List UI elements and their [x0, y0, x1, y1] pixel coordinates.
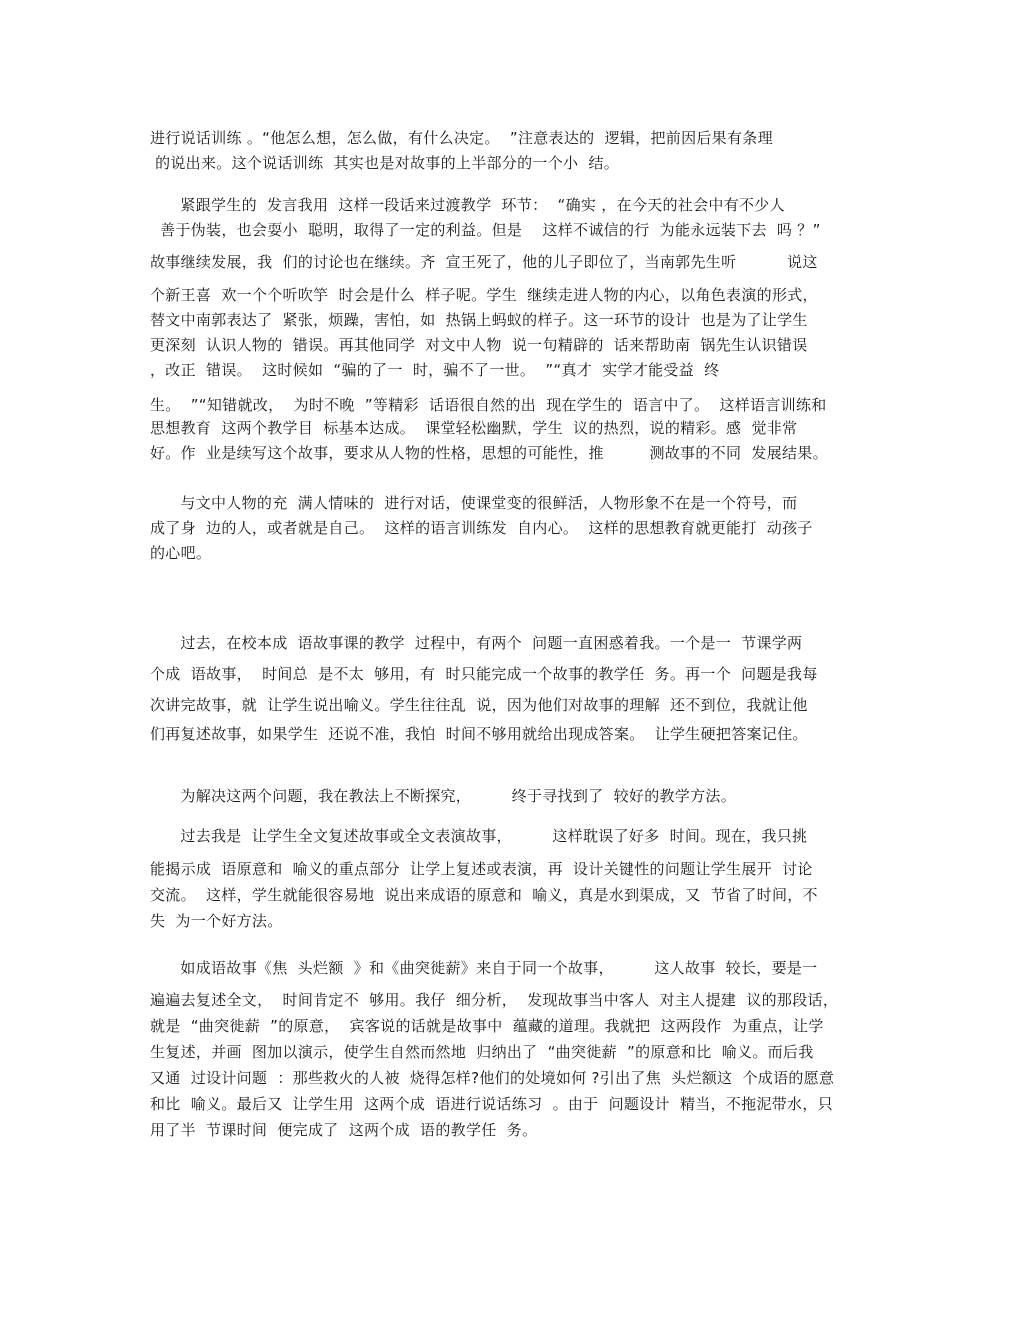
text-line: 个新王喜 欢一个个听吹竽 时会是什么 样子呢。学生 继续走进人物的内心，以角色表演的形式，	[150, 286, 818, 304]
text-line: 故事继续发展，我 们的讨论也在继续。齐 宣王死了，他的儿子即位了，当南郭先生听 说这	[150, 253, 818, 271]
text-line: 与文中人物的充 满人情味的 进行对话，使课堂变的很鲜活，人物形象不在是一个符号，而	[150, 494, 798, 512]
text-line: 失 为一个好方法。	[150, 912, 283, 930]
text-line: 个成 语故事， 时间总 是不太 够用，有 时只能完成一个故事的教学任 务。再一个 问题是我每	[150, 665, 818, 683]
text-line: 过去，在校本成 语故事课的教学 过程中，有两个 问题一直困惑着我。一个是一 节课学两	[150, 634, 803, 652]
text-line: 们再复述故事，如果学生 还说不准，我怕 时间不够用就给出现成答案。 让学生硬把答案记住。	[150, 725, 808, 743]
text-line: 能揭示成 语原意和 喻义的重点部分 让学上复述或表演，再 设计关键性的问题让学生展开 讨论	[150, 860, 813, 878]
text-line: 过去我是 让学生全文复述故事或全文表演故事， 这样耽误了好多 时间。现在，我只挑	[150, 827, 808, 845]
text-line: 思想教育 这两个教学目 标基本达成。 课堂轻松幽默，学生 议的热烈，说的精彩。感 觉非常	[150, 419, 798, 437]
text-line: 更深刻 认识人物的 错误。再其他同学 对文中人物 说一句精辟的 话来帮助南 锅先生认识错误	[150, 336, 808, 354]
text-line: 好。作 业是续写这个故事，要求从人物的性格，思想的可能性，推 测故事的不同 发展结果。	[150, 444, 828, 462]
text-line: 进行说话训练 。“他怎么想，怎么做，有什么决定。 ”注意表达的 逻辑，把前因后果有条理	[150, 129, 773, 147]
text-line: ，改正 错误。 这时候如 “骗的了一 时，骗不了一世。 ”“真才 实学才能受益 终	[150, 361, 720, 379]
text-line: 生复述，并画 图加以演示，使学生自然而然地 归纳出了 “曲突徙薪 ”的原意和比 喻义。而后我	[150, 1043, 814, 1061]
text-line: 为解决这两个问题，我在教法上不断探究， 终于寻找到了 较好的教学方法。	[150, 787, 736, 805]
text-line: 生。 ”“知错就改， 为时不晚 ”等精彩 话语很自然的出 现在学生的 语言中了。 这样语言训练和	[150, 396, 827, 414]
text-line: 就是 “曲突徙薪 ”的原意， 宾客说的话就是故事中 蕴藏的道理。我就把 这两段作 为重点，让学	[150, 1017, 824, 1035]
text-line: 善于伪装，也会耍小 聪明，取得了一定的利益。但是 这样不诚信的行 为能永远装下去 吗 ？”	[150, 221, 821, 239]
text-line: 替文中南郭表达了 紧张，烦躁，害怕，如 热锅上蚂蚁的样子。这一环节的设计 也是为了让学生	[150, 311, 808, 329]
text-line: 紧跟学生的 发言我用 这样一段话来过渡教学 环节： “确实 ，在今天的社会中有不少人	[150, 196, 785, 214]
text-line: 遍遍去复述全文， 时间肯定不 够用。我仔 细分析， 发现故事当中客人 对主人提建 议的那段话，	[150, 991, 839, 1009]
text-line: 交流。 这样，学生就能很容易地 说出来成语的原意和 喻义，真是水到渠成，又 节省了时间，不	[150, 886, 818, 904]
text-line: 如成语故事《焦 头烂额 》和《曲突徙薪》来自于同一个故事， 这人故事 较长，要是一	[150, 959, 818, 977]
text-line: 的说出来。这个说话训练 其实也是对故事的上半部分的一个小 结。	[150, 154, 620, 172]
text-line: 次讲完故事，就 让学生说出喻义。学生往往乱 说，因为他们对故事的理解 还不到位，我就让他	[150, 696, 808, 714]
text-line: 和比 喻义。最后又 让学生用 这两个成 语进行说话练习 。由于 问题设计 精当，不拖泥带水，只	[150, 1095, 833, 1113]
text-line: 的心吧。	[150, 544, 212, 562]
text-line: 又通 过设计问题 ：那些救火的人被 烧得怎样?他们的处境如何 ?引出了焦 头烂额这 个成语的愿意	[150, 1069, 835, 1087]
text-line: 用了半 节课时间 便完成了 这两个成 语的教学任 务。	[150, 1121, 538, 1139]
text-line: 成了身 边的人，或者就是自己。 这样的语言训练发 自内心。 这样的思想教育就更能打 动孩子	[150, 519, 813, 537]
